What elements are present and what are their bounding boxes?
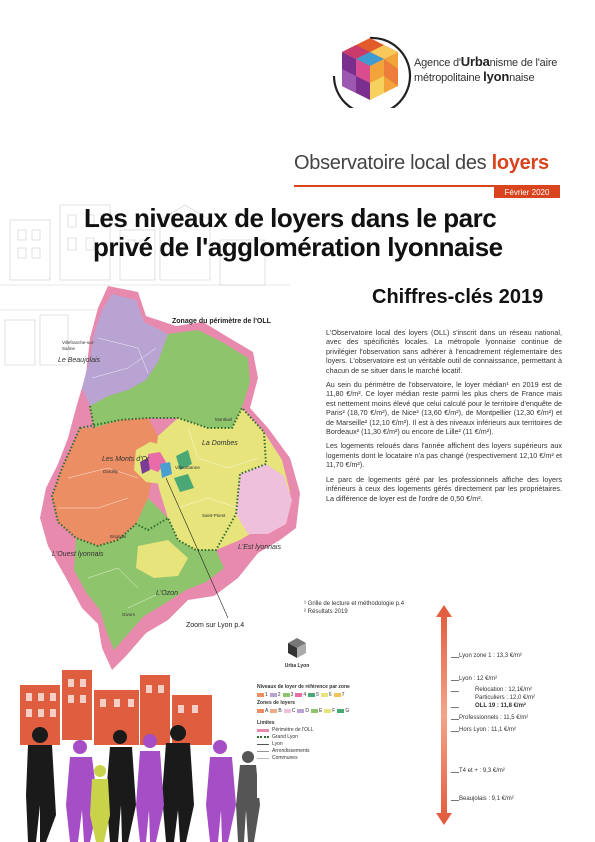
agency-name: Agence d'Urbanisme de l'aire métropolitaine lyonnaise — [414, 54, 558, 84]
town-label: Saint-Priest — [202, 513, 226, 518]
zoning-map — [28, 278, 318, 678]
zone-label: La Dombes — [202, 440, 238, 447]
residents-illustration — [0, 665, 275, 842]
scale-tick — [451, 680, 459, 681]
town-label: Villeurbanne — [175, 465, 200, 470]
zone-label: Le Beaujolais — [58, 357, 101, 364]
scale-label: OLL 19 : 11,8 €/m² — [475, 703, 526, 709]
scale-tick — [451, 707, 459, 708]
legend-line: Arrondissements — [257, 748, 365, 754]
legend-line: Lyon — [257, 741, 365, 747]
paragraph: Les logements reloués dans l'année affichent des loyers supérieurs aux logements dont le locataire n'a pas changé (respectivement 12,10 €/m² et 11,70 €/m²). — [326, 441, 562, 470]
scale-tick — [451, 772, 459, 773]
agency-logo — [328, 30, 568, 108]
zone-label: L'Ouest lyonnais — [52, 551, 104, 558]
paragraph: Au sein du périmètre de l'observatoire, le loyer médian¹ en 2019 est de 11,80 €/m². Ce loyer médian reste parmi les plus chers de France mais est nettement moins élevé que celui calculé pour le territoire d'enquête de Paris² (18,70 €/m²), de Nice² (13,60 €/m²), de Montpellier (12,30 €/m²) et de Marseille² (12,10 €/m²). Il est à des niveaux inférieurs aux territoires de Bordeaux² (11,30 €/m²) ou encore de Lille² (11 €/m²). — [326, 380, 562, 437]
scale-tick — [451, 691, 459, 692]
legend-heading: Zones de loyers — [257, 700, 296, 706]
rent-scale-arrow — [436, 605, 452, 825]
town-label: Montluel — [215, 417, 233, 422]
legend-line: Grand Lyon — [257, 734, 365, 740]
paragraph: L'Observatoire local des loyers (OLL) s'inscrit dans un réseau national, avec des spécificités locales. La métropole lyonnaise continue de privilégier l'observation sans adhérer à l'encadrement réglementaire des loyers. L'observatoire est un véritable outil de connaissance, permettant à chacun de se situer dans le marché locatif. — [326, 328, 562, 375]
zone-label: L'Est lyonnais — [238, 544, 281, 551]
main-title: Les niveaux de loyers dans le parc privé de l'agglomération lyonnaise — [84, 203, 503, 262]
legend-line: Communes — [257, 755, 365, 761]
date-badge: Février 2020 — [494, 187, 560, 198]
footnotes — [304, 600, 404, 616]
town-label: Brignais — [110, 534, 127, 539]
scale-label: Lyon zone 1 : 13,3 €/m² — [459, 653, 522, 659]
map-legend — [257, 682, 365, 798]
town-label: Dardilly — [103, 469, 119, 474]
footnote: ² Résultats 2019 — [304, 609, 348, 615]
legend-swatches: 1 2 3 4 5 6 7 — [257, 692, 365, 698]
scale-tick — [451, 719, 459, 720]
scale-label: Lyon : 12 €/m² — [459, 676, 498, 682]
observatory-title: Observatoire local des loyers — [294, 152, 549, 174]
scale-tick — [451, 731, 459, 732]
legend-line: Périmètre de l'OLL — [257, 727, 365, 733]
legend-swatches: A B C D E F G — [257, 708, 365, 714]
town-label: Villefranche-sur-Saône — [62, 340, 95, 351]
town-label: Givors — [122, 612, 136, 617]
zoom-reference: Zoom sur Lyon p.4 — [186, 622, 245, 629]
footnote: ¹ Grille de lecture et méthodologie p.4 — [304, 601, 405, 607]
urba-lyon-logo: Urba Lyon — [282, 637, 312, 677]
legend-heading: Limites — [257, 720, 275, 726]
scale-tick — [451, 800, 459, 801]
zone-label: L'Ozon — [156, 590, 178, 597]
scale-label: Particuliers : 12,0 €/m² — [475, 695, 536, 701]
key-figures-heading: Chiffres-clés 2019 — [372, 286, 544, 308]
cube-logo-icon — [286, 637, 308, 659]
legend-heading: Niveaux de loyer de référence par zone — [257, 684, 350, 690]
body-text — [326, 328, 562, 508]
cube-logo-icon — [328, 30, 412, 108]
paragraph: Le parc de logements géré par les professionnels affiche des loyers inférieurs à ceux des logements gérés directement par les propriétaires. La différence de loyer est de l'ordre de 0,50 €/m². — [326, 474, 562, 503]
scale-tick — [451, 657, 459, 658]
scale-label: Hors Lyon : 11,1 €/m² — [459, 727, 517, 733]
scale-label: Professionnels : 11,5 €/m² — [459, 715, 529, 721]
scale-label: Beaujolais : 9,1 €/m² — [459, 796, 514, 802]
scale-label: T4 et + : 9,3 €/m² — [459, 768, 505, 774]
map-heading: Zonage du périmètre de l'OLL — [172, 318, 271, 325]
zone-label: Les Monts d'Or — [102, 456, 150, 463]
scale-label: Relocation : 12,1€/m² — [475, 687, 533, 693]
